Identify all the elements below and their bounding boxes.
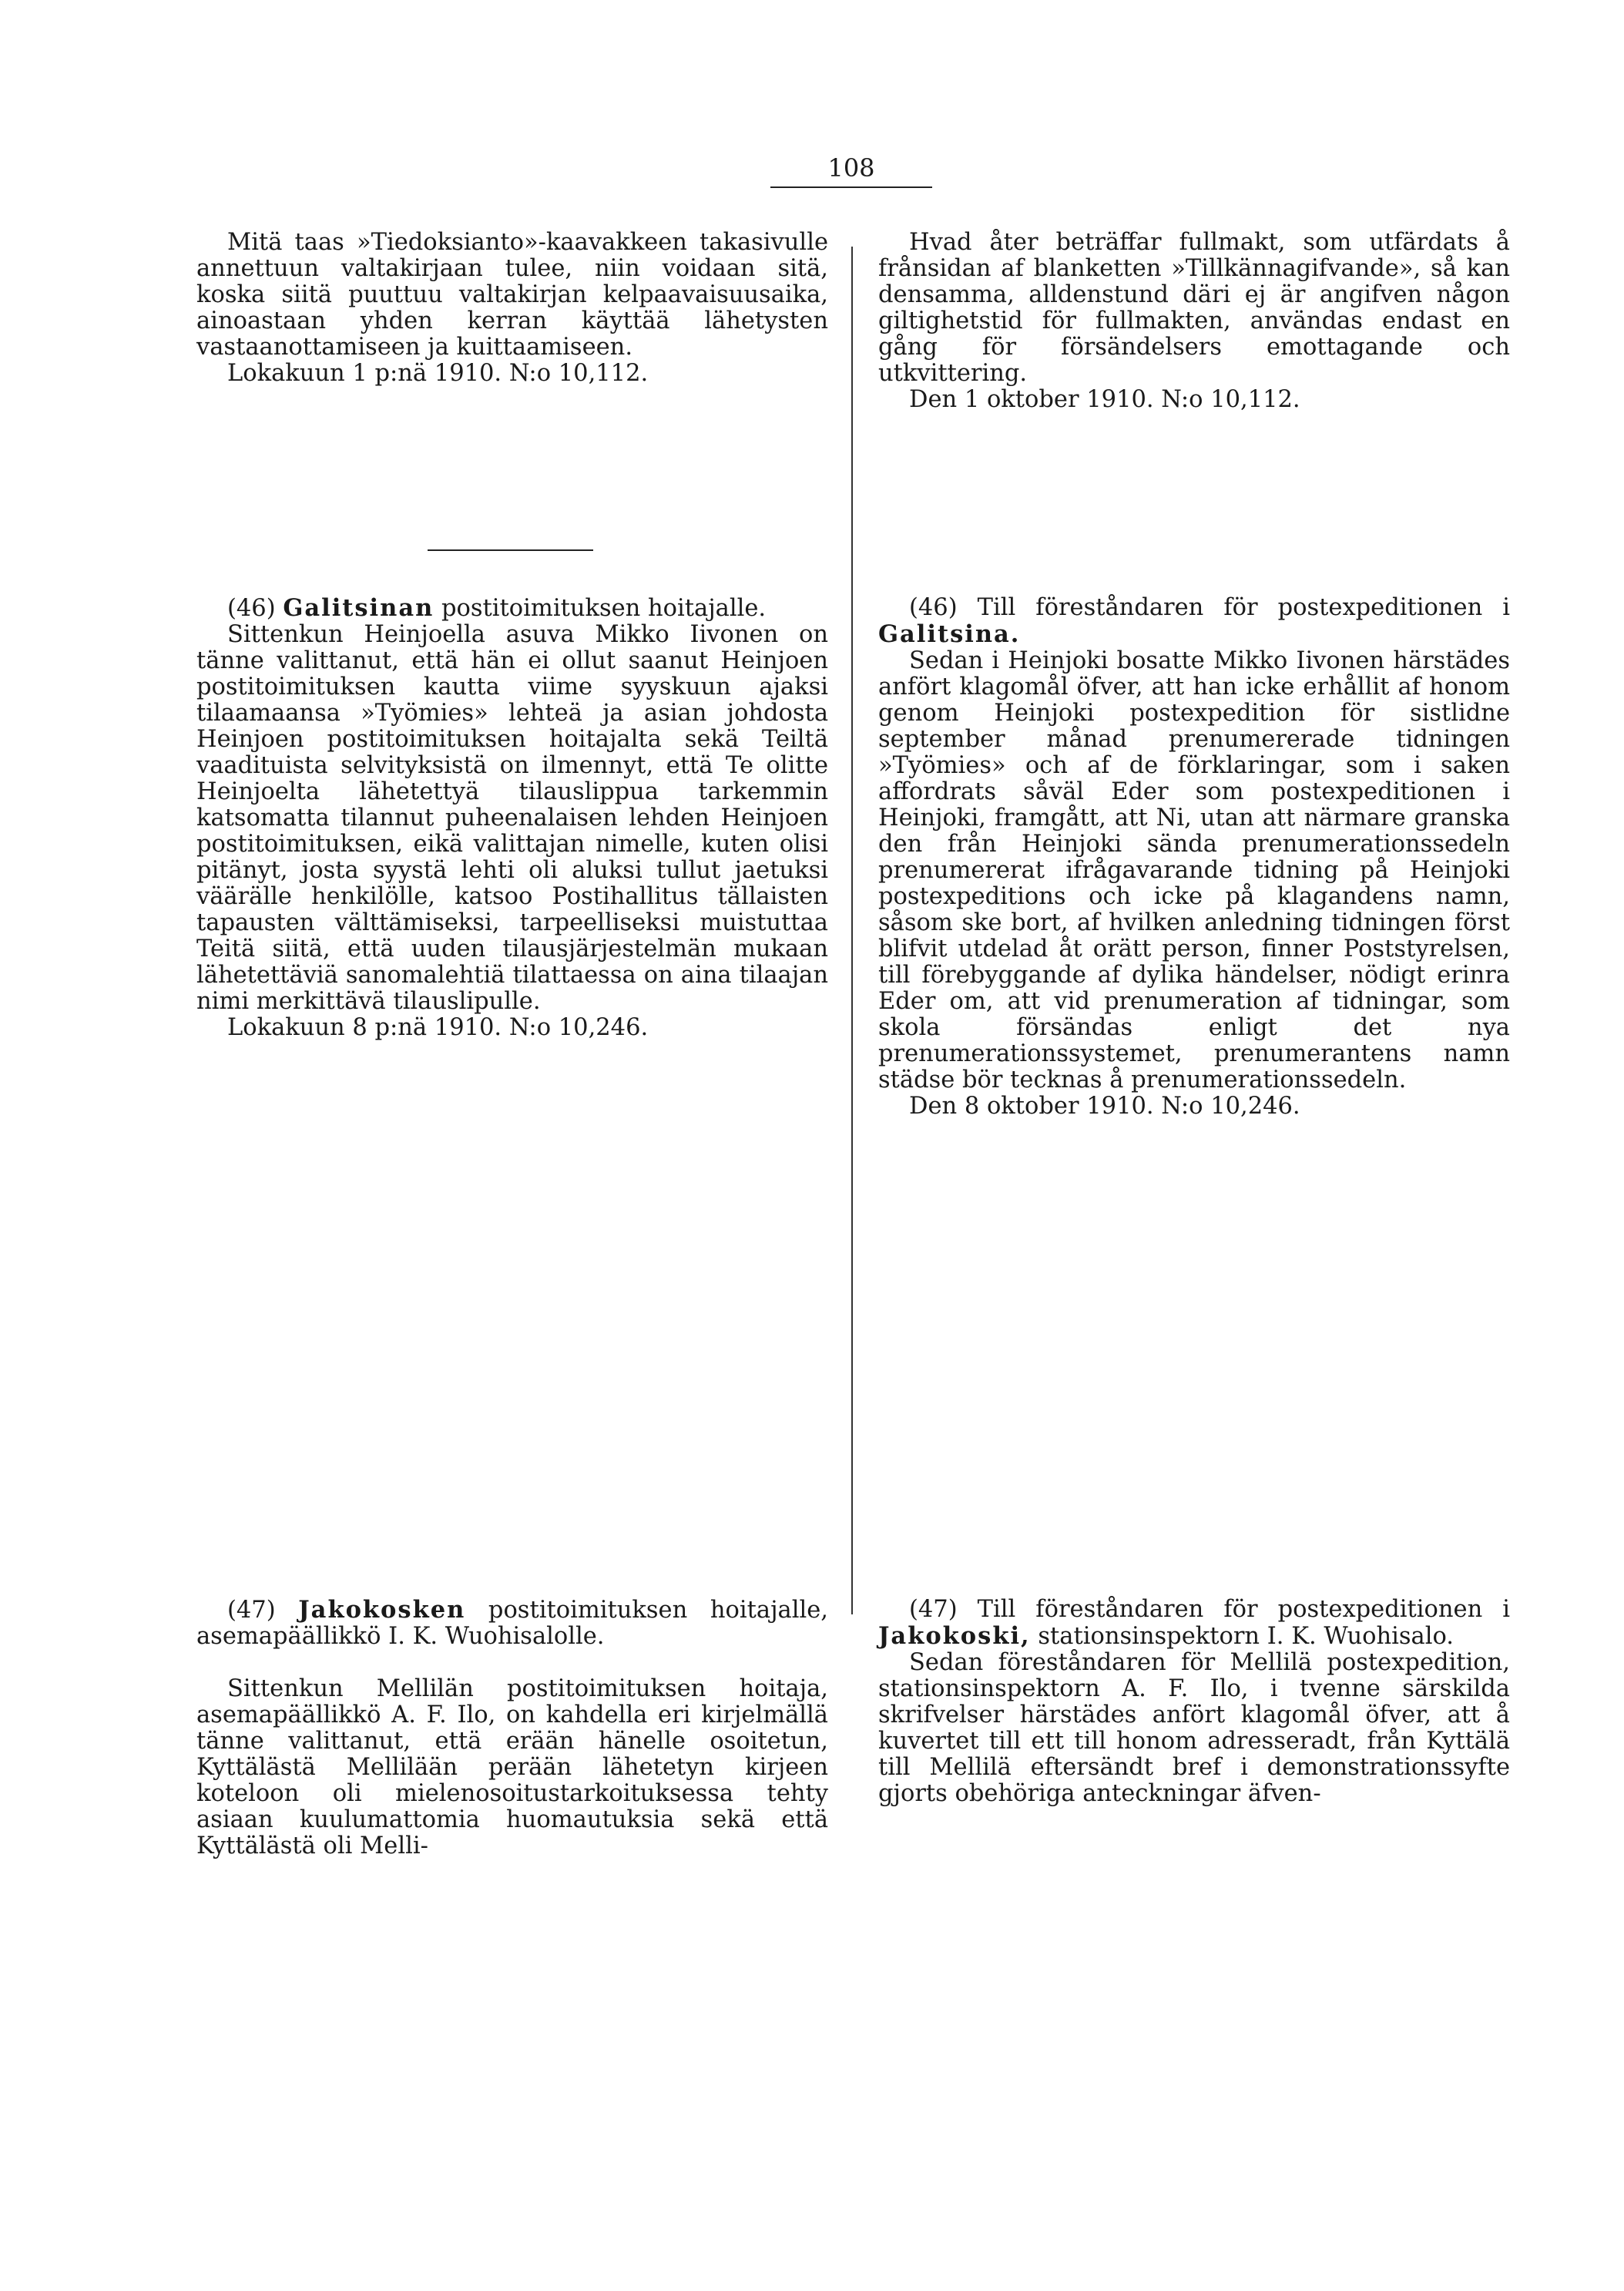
section-47-sv-heading	[878, 1597, 1510, 1650]
section-47-fi-heading	[196, 1597, 828, 1650]
section-46-sv-paragraph: Sedan i Heinjoki bosatte Mikko Iivonen härstädes anfört klagomål öfver, att han icke erhållit af honom genom Heinjoki postexpedition för sistlidne september månad prenumererade tidningen »Työmies» och af de förklaringar, som i saken affordrats såväl Eder som postexpeditionen i Heinjoki, framgått, att Ni, utan att närmare granska den från Heinjoki sända prenumerationssedeln prenumererat ifrågavarande tidning på Heinjoki postexpeditions och icke på klagandens namn, såsom ske bort, af hvilken anledning tidningen först blifvit utdelad åt orätt person, finner Poststyrelsen, till förebyggande af dylika händelser, nödigt erinra Eder om, att vid prenumeration af tidningar, som skola försändas enligt det nya prenumerationssystemet, prenumerantens namn städse bör tecknas å prenumerationssedeln.	[878, 647, 1510, 1093]
column-divider	[851, 247, 853, 1614]
section-47-sv-heading-rest: stationsinspektorn I. K. Wuohisalo.	[1038, 1623, 1455, 1650]
section-46-sv-heading-pre: Till föreståndaren för postexpeditionen i	[977, 594, 1510, 621]
intro-fi-paragraph: Mitä taas »Tiedoksianto»-kaavakkeen takasivulle annettuun valtakirjaan tulee, niin voidaan sitä, koska siitä puuttuu valtakirjan kelpaavaisuusaika, ainoastaan yhden kerran käyttää lähetysten vastaanottamiseen ja kuittaamiseen.	[196, 229, 828, 361]
section-46-sv-place: Galitsina.	[878, 620, 1021, 648]
section-46-sv-date: Den 8 oktober 1910. N:o 10,246.	[909, 1093, 1300, 1120]
section-47-sv-heading-pre: Till föreståndaren för postexpeditionen i	[977, 1596, 1510, 1623]
section-46-fi-place: Galitsinan	[283, 594, 435, 622]
intro-sv-block	[878, 230, 1510, 413]
section-46-sv-block	[878, 595, 1510, 1120]
section-47-fi-place: Jakokosken	[298, 1596, 466, 1624]
intro-fi-block	[196, 230, 828, 387]
section-47-fi-number: (47)	[227, 1597, 276, 1624]
section-47-sv-paragraph: Sedan föreståndaren för Mellilä postexpedition, stationsinspektorn A. F. Ilo, i tvenne särskilda skrifvelser härstädes anfört klagomål öfver, att å kuvertet till ett till honom adresseradt, från Kyttälä till Mellilä eftersändt bref i demonstrationssyfte gjorts obehöriga anteckningar äfven-	[878, 1649, 1510, 1807]
section-46-fi-block	[196, 595, 828, 1041]
section-47-sv-block	[878, 1597, 1510, 1807]
intro-sv-paragraph: Hvad åter beträffar fullmakt, som utfärdats å frånsidan af blanketten »Tillkännagifvande», så kan densamma, alldenstund däri ej är angifven någon giltighetstid för fullmakten, användas endast en gång för försändelsers emottagande och utkvittering.	[878, 229, 1510, 387]
section-46-fi-number: (46)	[227, 595, 276, 622]
intro-sv-date: Den 1 oktober 1910. N:o 10,112.	[909, 386, 1300, 413]
section-46-fi-date: Lokakuun 8 p:nä 1910. N:o 10,246.	[227, 1014, 649, 1041]
section-rule	[428, 549, 593, 551]
section-46-fi-heading-rest: postitoimituksen hoitajalle.	[441, 595, 767, 622]
section-46-fi-paragraph: Sittenkun Heinjoella asuva Mikko Iivonen on tänne valittanut, että hän ei ollut saanut Heinjoen postitoimituksen kautta viime syyskuun ajaksi tilaamaansa »Työmies» lehteä ja asian johdosta Heinjoen postitoimituksen hoitajalta sekä Teiltä vaadituista selvityksistä on ilmennyt, että Te olitte Heinjoelta lähetettyä tilauslippua tarkemmin katsomatta tilannut puheenalaisen lehden Heinjoen postitoimituksen, eikä valittajan nimelle, kuten olisi pitänyt, josta syystä lehti oli aluksi tullut jaetuksi väärälle henkilölle, katsoo Postihallitus tällaisten tapausten välttämiseksi, tarpeelliseksi muistuttaa Teitä siitä, että uuden tilausjärjestelmän mukaan lähetettäviä sanomalehtiä tilattaessa on aina tilaajan nimi merkittävä tilauslipulle.	[196, 621, 828, 1015]
section-47-fi-paragraph: Sittenkun Mellilän postitoimituksen hoitaja, asemapäällikkö A. F. Ilo, on kahdella eri kirjelmällä tänne valittanut, että erään hänelle osoitetun, Kyttälästä Mellilään perään lähetetyn kirjeen koteloon oli mielenosoitustarkoituksessa tehty asiaan kuulumattomia huomautuksia sekä että Kyttälästä oli Melli-	[196, 1675, 828, 1859]
section-46-fi-heading	[196, 595, 828, 622]
section-47-fi-block	[196, 1597, 828, 1859]
section-47-sv-number: (47)	[909, 1596, 958, 1623]
section-47-sv-place: Jakokoski,	[878, 1622, 1031, 1650]
section-47-fi-heading-rest: postitoimituksen hoitajalle, asemapäällikkö I. K. Wuohisalolle.	[196, 1597, 828, 1650]
intro-fi-date: Lokakuun 1 p:nä 1910. N:o 10,112.	[227, 360, 649, 387]
section-46-sv-heading	[878, 595, 1510, 648]
page-number: 108	[770, 153, 932, 188]
section-46-sv-number: (46)	[909, 594, 958, 621]
